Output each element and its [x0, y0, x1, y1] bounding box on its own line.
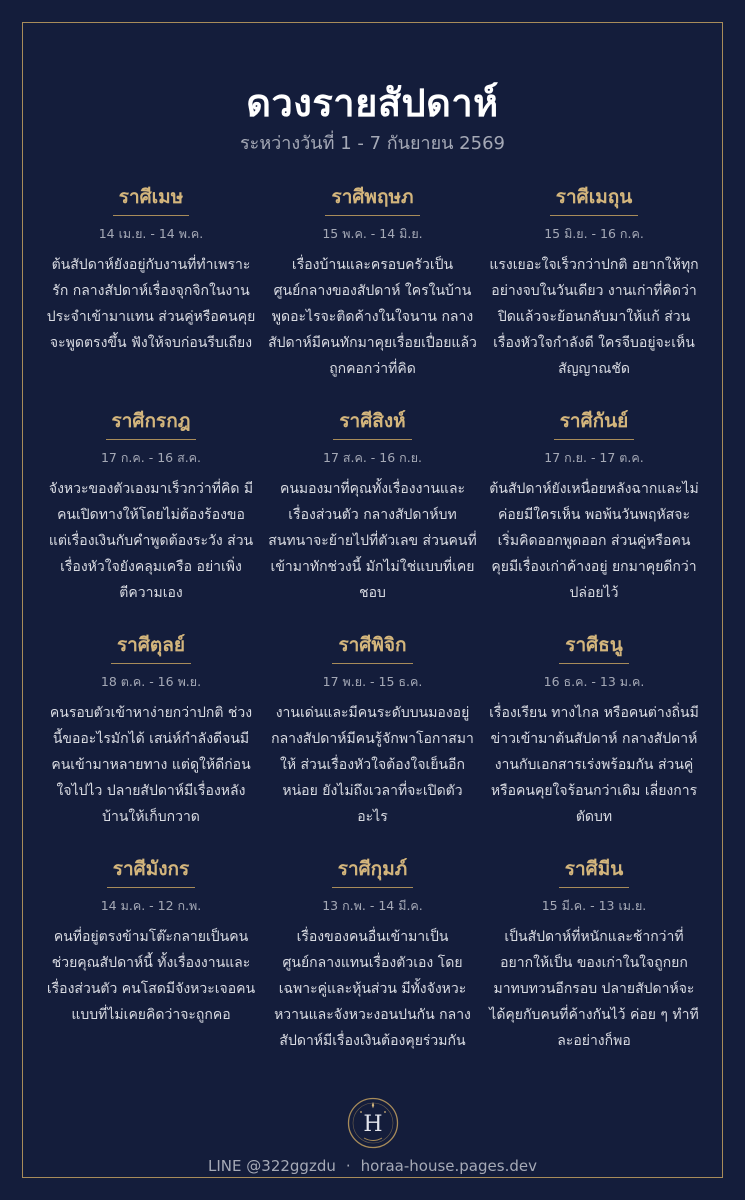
zodiac-dates: 14 ม.ค. - 12 ก.พ.: [100, 898, 202, 913]
zodiac-name: ราศีมังกร: [107, 854, 195, 888]
zodiac-card-taurus: [262, 182, 483, 406]
zodiac-dates: 15 มิ.ย. - 16 ก.ค.: [544, 226, 644, 241]
footer: [0, 1157, 745, 1175]
zodiac-description: คนที่อยู่ตรงข้ามโต๊ะกลายเป็นคนช่วยคุณสัปดาห์นี้ ทั้งเรื่องงานและเรื่องส่วนตัว คนโสดมีจังหวะเจอคนแบบที่ไม่เคยคิดว่าจะถูกคอ: [46, 929, 256, 1023]
zodiac-name: ราศีพฤษภ: [325, 182, 419, 216]
zodiac-dates: 17 พ.ย. - 15 ธ.ค.: [322, 674, 423, 689]
zodiac-dates: 14 เม.ย. - 14 พ.ค.: [98, 226, 204, 241]
zodiac-name: ราศีเมษ: [113, 182, 189, 216]
zodiac-card-capricorn: [40, 854, 262, 1104]
zodiac-name: ราศีสิงห์: [333, 406, 411, 440]
zodiac-card-gemini: [483, 182, 705, 406]
zodiac-dates: 15 พ.ค. - 14 มิ.ย.: [322, 226, 423, 241]
zodiac-description: เป็นสัปดาห์ที่หนักและช้ากว่าที่อยากให้เป็น ของเก่าในใจถูกยกมาทบทวนอีกรอบ ปลายสัปดาห์จะได้คุยกับคนที่ค้างกันไว้ ค่อย ๆ ทำทีละอย่างก็พอ: [489, 929, 699, 1049]
zodiac-card-cancer: [40, 406, 262, 630]
zodiac-dates: 18 ต.ค. - 16 พ.ย.: [100, 674, 202, 689]
zodiac-card-sagittarius: [483, 630, 705, 854]
zodiac-name: ราศีกันย์: [554, 406, 635, 440]
zodiac-name: ราศีกุมภ์: [332, 854, 414, 888]
zodiac-description: คนรอบตัวเข้าหาง่ายกว่าปกติ ช่วงนี้ขออะไรมักได้ เสน่ห์กำลังดีจนมีคนเข้ามาหลายทาง แต่ดูให้ดีก่อนใจไปไว ปลายสัปดาห์มีเรื่องหลังบ้านให้เก็บกวาด: [49, 705, 253, 825]
zodiac-dates: 13 ก.พ. - 14 มี.ค.: [322, 898, 423, 913]
logo-letter: H: [363, 1112, 383, 1137]
zodiac-dates: 17 ส.ค. - 16 ก.ย.: [323, 450, 422, 465]
zodiac-description: คนมองมาที่คุณทั้งเรื่องงานและเรื่องส่วนตัว กลางสัปดาห์บทสนทนาจะย้ายไปที่ตัวเลข ส่วนคนที่เข้ามาทักช่วงนี้ มักไม่ใช่แบบที่เคยชอบ: [268, 481, 477, 601]
zodiac-name: ราศีธนู: [559, 630, 629, 664]
zodiac-dates: 16 ธ.ค. - 13 ม.ค.: [543, 674, 645, 689]
page-title: ดวงรายสัปดาห์: [246, 81, 499, 125]
zodiac-name: ราศีพิจิก: [332, 630, 412, 664]
zodiac-card-aries: [40, 182, 262, 406]
zodiac-description: แรงเยอะใจเร็วกว่าปกติ อยากให้ทุกอย่างจบในวันเดียว งานเก่าที่คิดว่าปิดแล้วจะย้อนกลับมาให้แก้ ส่วนเรื่องหัวใจกำลังดี ใครจีบอยู่จะเห็นสัญญาณชัด: [489, 257, 699, 377]
zodiac-card-virgo: [483, 406, 705, 630]
zodiac-card-pisces: [483, 854, 705, 1104]
zodiac-name: ราศีเมถุน: [550, 182, 638, 216]
line-contact: LINE @322ggzdu: [208, 1157, 336, 1175]
zodiac-description: เรื่องบ้านและครอบครัวเป็นศูนย์กลางของสัปดาห์ ใครในบ้านพูดอะไรจะติดค้างในใจนาน กลางสัปดาห์มีคนทักมาคุยเรื่อยเปื่อยแล้วถูกคอกว่าที่คิด: [268, 257, 477, 377]
zodiac-card-scorpio: [262, 630, 483, 854]
zodiac-card-aquarius: [262, 854, 483, 1104]
zodiac-grid: [40, 182, 705, 1104]
zodiac-dates: 15 มี.ค. - 13 เม.ย.: [541, 898, 647, 913]
zodiac-card-libra: [40, 630, 262, 854]
page-subtitle: ระหว่างวันที่ 1 - 7 กันยายน 2569: [239, 133, 505, 154]
zodiac-description: งานเด่นและมีคนระดับบนมองอยู่ กลางสัปดาห์มีคนรู้จักพาโอกาสมาให้ ส่วนเรื่องหัวใจต้องใจเย็นอีกหน่อย ยังไม่ถึงเวลาที่จะเปิดตัวอะไร: [271, 705, 474, 825]
zodiac-card-leo: [262, 406, 483, 630]
zodiac-name: ราศีมีน: [559, 854, 629, 888]
zodiac-description: ต้นสัปดาห์ยังอยู่กับงานที่ทำเพราะรัก กลางสัปดาห์เรื่องจุกจิกในงานประจำเข้ามาแทน ส่วนคู่หรือคนคุยจะพูดตรงขึ้น ฟังให้จบก่อนรีบเถียง: [46, 257, 256, 351]
footer-separator: ·: [345, 1157, 351, 1175]
brand-logo-icon: [347, 1097, 399, 1149]
zodiac-dates: 17 ก.ย. - 17 ต.ค.: [544, 450, 644, 465]
zodiac-description: ต้นสัปดาห์ยังเหนื่อยหลังฉากและไม่ค่อยมีใครเห็น พอพ้นวันพฤหัสจะเริ่มคิดออกพูดออก ส่วนคู่หรือคนคุยมีเรื่องเก่าค้างอยู่ ยกมาคุยดีกว่าปล่อยไว้: [489, 481, 699, 601]
zodiac-description: เรื่องของคนอื่นเข้ามาเป็นศูนย์กลางแทนเรื่องตัวเอง โดยเฉพาะคู่และหุ้นส่วน มีทั้งจังหวะหวานและจังหวะงอนปนกัน กลางสัปดาห์มีเรื่องเงินต้องคุยร่วมกัน: [274, 929, 471, 1049]
zodiac-name: ราศีตุลย์: [111, 630, 191, 664]
zodiac-name: ราศีกรกฎ: [106, 406, 197, 440]
zodiac-description: เรื่องเรียน ทางไกล หรือคนต่างถิ่นมีข่าวเข้ามาต้นสัปดาห์ กลางสัปดาห์งานกับเอกสารเร่งพร้อมกัน ส่วนคู่หรือคนคุยใจร้อนกว่าเดิม เลี่ยงการตัดบท: [489, 705, 699, 825]
zodiac-dates: 17 ก.ค. - 16 ส.ค.: [100, 450, 202, 465]
website-link[interactable]: horaa-house.pages.dev: [360, 1157, 537, 1175]
zodiac-description: จังหวะของตัวเองมาเร็วกว่าที่คิด มีคนเปิดทางให้โดยไม่ต้องร้องขอ แต่เรื่องเงินกับคำพูดต้องระวัง ส่วนเรื่องหัวใจยังคลุมเครือ อย่าเพิ่งตีความเอง: [48, 481, 254, 601]
